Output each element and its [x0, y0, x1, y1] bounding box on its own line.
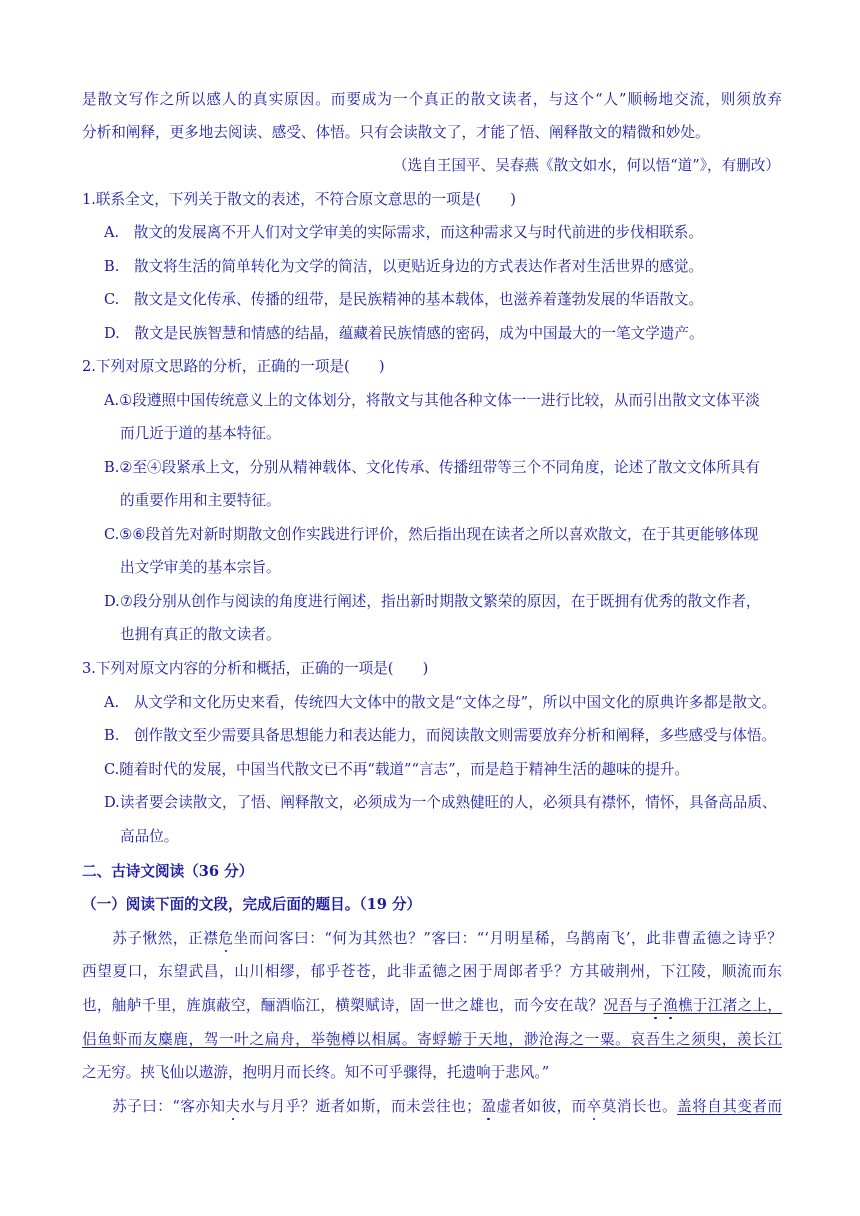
underlined-sentence: [603, 997, 782, 1014]
dotted-char: 夫: [225, 1098, 241, 1115]
dotted-char: 盈: [480, 1098, 497, 1115]
q2-option-b-cont: 的重要作用和主要特征。: [120, 492, 281, 509]
classical-text-line: [82, 1097, 782, 1117]
subsection-heading: （一）阅读下面的文段，完成后面的题目。（19 分）: [82, 896, 422, 913]
q1-option-c: C. 散文是文化传承、传播的纽带，是民族精神的基本载体，也滋养着蓬勃发展的华语散文。: [104, 291, 704, 308]
dotted-char: 危: [218, 930, 234, 947]
passage-line: 是散文写作之所以感人的真实原因。而要成为一个真正的散文读者，与这个“人”顺畅地交流，则须放弃: [82, 91, 782, 108]
text-segment: 水与月乎？逝者如斯，而未尝往也；: [240, 1098, 481, 1115]
q2-option-a: A.①段遵照中国传统意义上的文体划分，将散文与其他各种文体一一进行比较，从而引出散文文体平淡: [104, 392, 760, 409]
classical-text-line: 西望夏口，东望武昌，山川相缪，郁乎苍苍，此非孟德之困于周郎者乎？方其破荆州，下江陵，顺流而东: [82, 963, 782, 980]
text-segment: 况吾与: [603, 997, 649, 1014]
q3-option-a: A. 从文学和文化历史来看，传统四大文体中的散文是“文体之母”，所以中国文化的原典许多都是散文。: [104, 694, 777, 711]
q3-option-b: B. 创作散文至少需要具备思想能力和表达能力，而阅读散文则需要放弃分析和阐释，多些感受与体悟。: [104, 727, 777, 744]
text-segment: 也，舳舻千里，旌旗蔽空，酾酒临江，横槊赋诗，固一世之雄也，而今安在哉？: [82, 997, 604, 1014]
text-segment: 虚者如彼，而: [496, 1098, 587, 1115]
underlined-sentence: 侣鱼虾而友麋鹿，驾一叶之扁舟，举匏樽以相属。寄蜉蝣于天地，渺沧海之一粟。哀吾生之须臾，羡长江: [82, 1031, 782, 1048]
question-3-stem: 3.下列对原文内容的分析和概括，正确的一项是( ): [82, 660, 429, 677]
classical-text-line: [82, 996, 782, 1016]
section-heading: 二、古诗文阅读（36 分）: [82, 863, 254, 880]
q3-option-d-cont: 高品位。: [120, 828, 179, 845]
classical-text-line: [82, 929, 782, 949]
q1-option-b: B. 散文将生活的简单转化为文学的简洁，以更贴近身边的方式表达作者对生活世界的感觉。: [104, 258, 704, 275]
q2-option-c-cont: 出文学审美的基本宗旨。: [120, 559, 281, 576]
question-1-stem: 1.联系全文，下列关于散文的表述，不符合原文意思的一项是( ): [82, 191, 516, 208]
text-segment: 苏子愀然，正襟: [82, 930, 219, 947]
text-segment: 樵于江渚之上，: [677, 997, 782, 1014]
q1-option-a: A. 散文的发展离不开人们对文学审美的实际需求，而这种需求又与时代前进的步伐相联系。: [104, 224, 703, 241]
classical-text-line: 之无穷。挟飞仙以遨游，抱明月而长终。知不可乎骤得，托遗响于悲风。”: [82, 1064, 550, 1081]
question-2-stem: 2.下列对原文思路的分析，正确的一项是( ): [82, 358, 385, 375]
dotted-char: 渔: [663, 997, 678, 1014]
q2-option-d-cont: 也拥有真正的散文读者。: [120, 626, 281, 643]
q3-option-c: C.随着时代的发展，中国当代散文已不再“载道”“言志”，而是趋于精神生活的趣味的提升。: [104, 761, 690, 778]
dotted-char: 子: [648, 997, 664, 1014]
q2-option-c: C.⑤⑥段首先对新时期散文创作实践进行评价，然后指出现在读者之所以喜欢散文，在于其更能够体现: [104, 526, 759, 543]
q1-option-d: D. 散文是民族智慧和情感的结晶，蕴藏着民族情感的密码，成为中国最大的一笔文学遗产。: [104, 325, 704, 342]
passage-line: 分析和阐释，更多地去阅读、感受、体悟。只有会读散文了，才能了悟、阐释散文的精微和妙处。: [82, 124, 710, 141]
passage-source: （选自王国平、吴春燕《散文如水，何以悟“道”》，有删改）: [392, 157, 780, 174]
q2-option-d: D.⑦段分别从创作与阅读的角度进行阐述，指出新时期散文繁荣的原因，在于既拥有优秀的散文作者，: [104, 593, 761, 610]
text-segment: 苏子曰：“客亦知: [82, 1098, 226, 1115]
classical-text-line: [82, 1030, 782, 1050]
q2-option-b: B.②至④段紧承上文，分别从精神载体、文化传承、传播纽带等三个不同角度，论述了散文文体所具有: [104, 459, 760, 476]
q3-option-d: D.读者要会读散文，了悟、阐释散文，必须成为一个成熟健旺的人，必须具有襟怀，情怀，具备高品质、: [104, 794, 777, 811]
text-segment: 坐而问客曰：“何为其然也？”客曰：“‘月明星稀，乌鹊南飞’，此非曹孟德之诗乎？: [233, 930, 782, 947]
q2-option-a-cont: 而几近于道的基本特征。: [120, 425, 281, 442]
dotted-char: 卒: [586, 1098, 602, 1115]
text-segment: 莫消长也。: [601, 1098, 678, 1115]
underlined-sentence: 盖将自其变者而: [677, 1098, 782, 1115]
